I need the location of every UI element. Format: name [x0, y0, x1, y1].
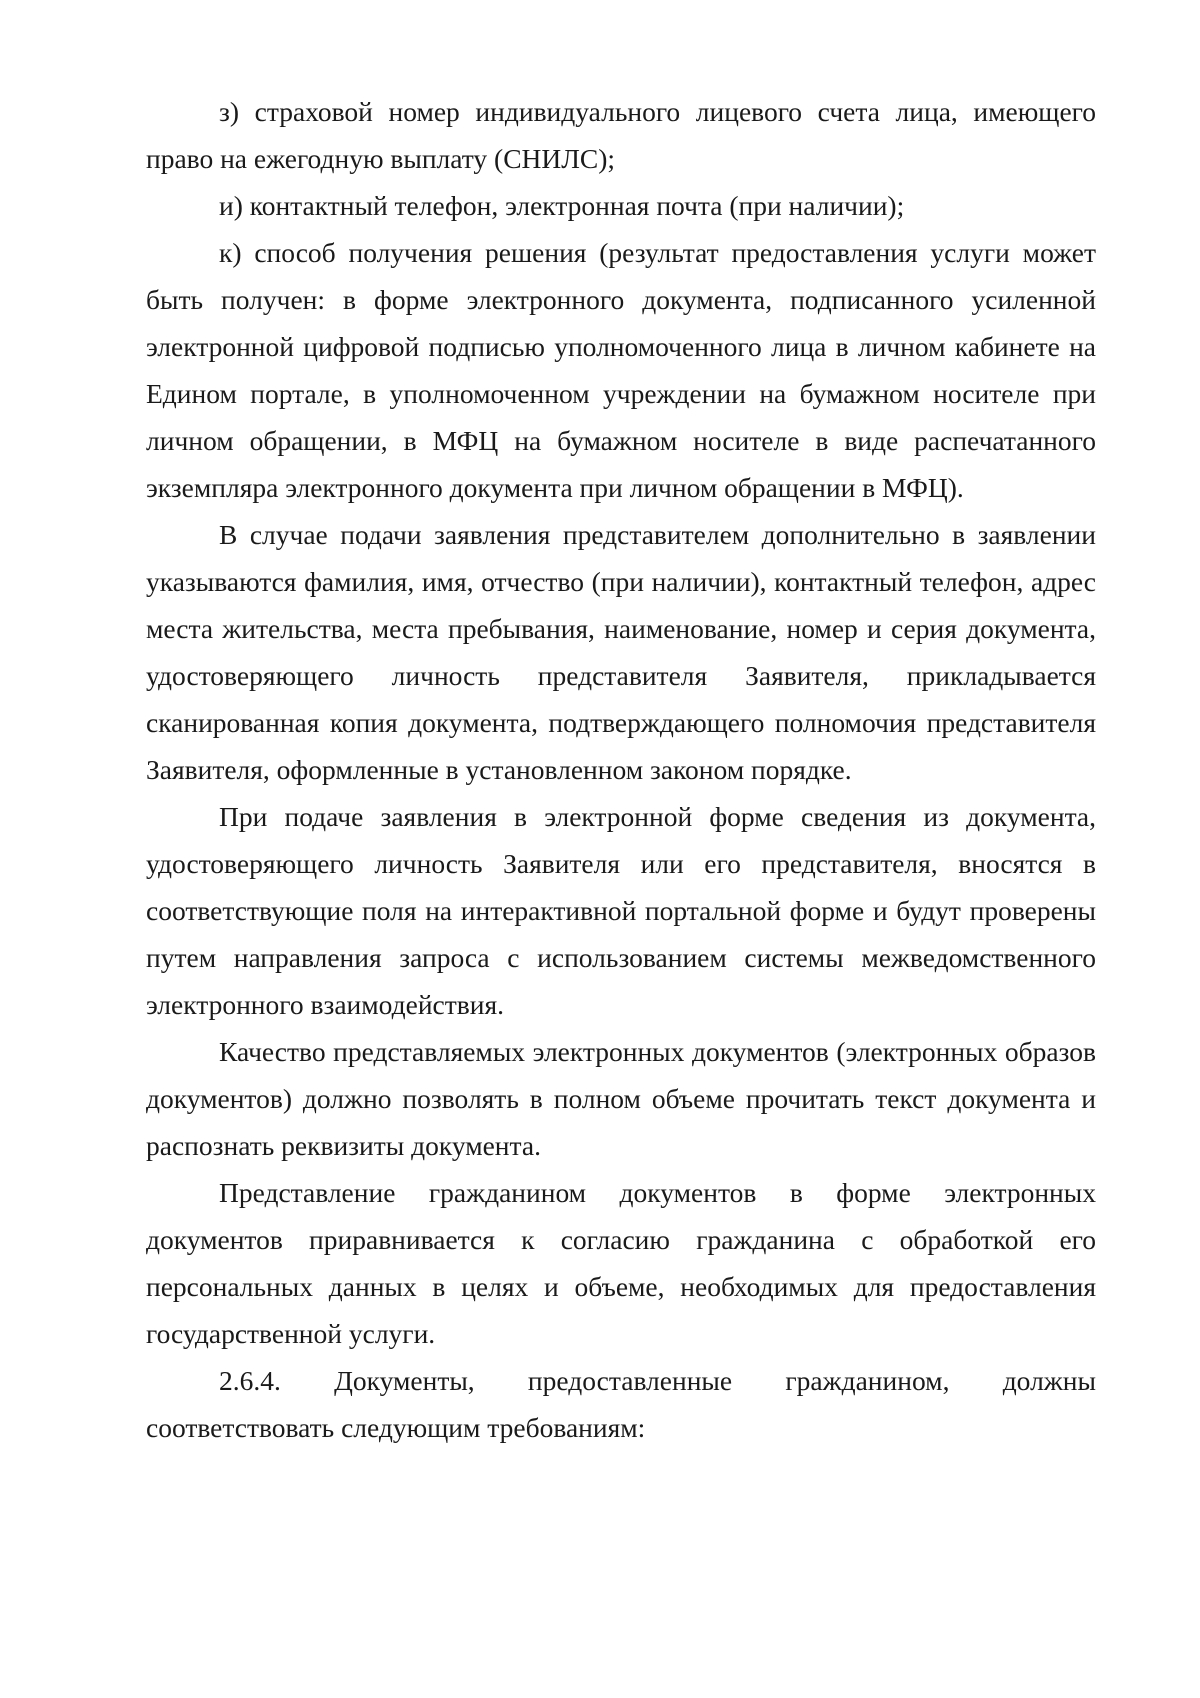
- paragraph-item-z-snils: з) страховой номер индивидуального лицевого счета лица, имеющего право на ежегодную выплату (СНИЛС);: [146, 96, 1096, 174]
- paragraph-document-quality: Качество представляемых электронных документов (электронных образов документов) должно позволять в полном объеме прочитать текст документа и распознать реквизиты документа.: [146, 1036, 1096, 1161]
- paragraph-personal-data-consent: Представление гражданином документов в форме электронных документов приравнивается к согласию гражданина с обработкой его персональных данных в целях и объеме, необходимых для предоставления государственной услуги.: [146, 1177, 1096, 1349]
- paragraph-electronic-form: При подаче заявления в электронной форме сведения из документа, удостоверяющего личность Заявителя или его представителя, вносятся в соответствующие поля на интерактивной портальной форме и будут проверены путем направления запроса с использованием системы межведомственного электронного взаимодействия.: [146, 801, 1096, 1020]
- paragraph-section-2-6-4: 2.6.4. Документы, предоставленные гражданином, должны соответствовать следующим требованиям:: [146, 1365, 1096, 1443]
- paragraph-item-i-contacts: и) контактный телефон, электронная почта (при наличии);: [219, 190, 905, 221]
- paragraph-item-k-decision-method: к) способ получения решения (результат предоставления услуги может быть получен: в форме электронного документа, подписанного усиленной электронной цифровой подписью уполномоченного лица в личном кабинете на Едином портале, в уполномоченном учреждении на бумажном носителе при личном обращении, в МФЦ на бумажном носителе в виде распечатанного экземпляра электронного документа при личном обращении в МФЦ).: [146, 237, 1096, 503]
- paragraph-representative: В случае подачи заявления представителем дополнительно в заявлении указываются фамилия, имя, отчество (при наличии), контактный телефон, адрес места жительства, места пребывания, наименование, номер и серия документа, удостоверяющего личность представителя Заявителя, прикладывается сканированная копия документа, подтверждающего полномочия представителя Заявителя, оформленные в установленном законом порядке.: [146, 519, 1096, 785]
- document-body: [146, 88, 1096, 1451]
